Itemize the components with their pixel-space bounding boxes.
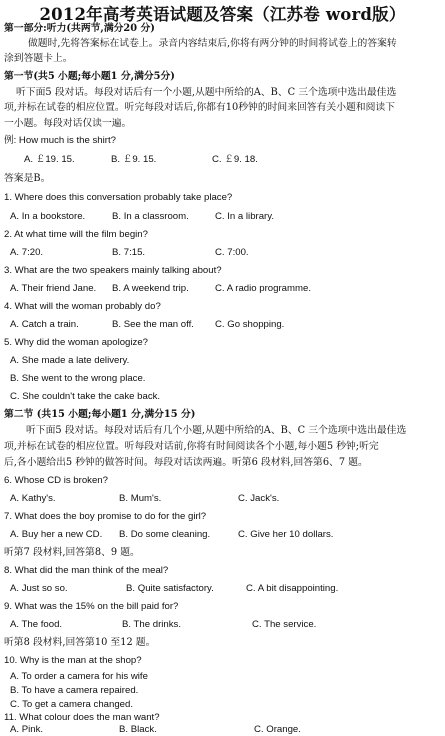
question-5: 5. Why did the woman apologize?: [4, 337, 148, 348]
q2-option-b: B. 7:15.: [112, 247, 146, 258]
question-1: 1. Where does this conversation probably take place?: [4, 192, 233, 203]
q11-option-b: B. Black.: [119, 724, 157, 735]
document-title: 2012年高考英语试题及答案（江苏卷 word版）: [39, 5, 406, 24]
q5-option-c: C. She couldn't take the cake back.: [10, 391, 161, 402]
question-9: 9. What was the 15% on the bill paid for?: [4, 601, 179, 612]
part1-intro-line2: 涂到答题卡上。: [4, 53, 73, 64]
section1-instr-line3: 一小题。每段对话仅读一遍。: [4, 118, 132, 129]
q5-option-a: A. She made a late delivery.: [10, 355, 130, 366]
question-4: 4. What will the woman probably do?: [4, 301, 161, 312]
q4-option-c: C. Go shopping.: [215, 319, 285, 330]
q9-option-b: B. The drinks.: [122, 619, 182, 630]
q7-option-c: C. Give her 10 dollars.: [238, 529, 334, 540]
question-11: 11. What colour does the man want?: [4, 712, 160, 723]
part1-intro-line1: 做题时,先将答案标在试卷上。录音内容结束后,你将有两分钟的时间将试卷上的答案转: [28, 38, 397, 49]
q8-option-a: A. Just so so.: [10, 583, 68, 594]
example-question: 例: How much is the shirt?: [4, 135, 116, 146]
question-8: 8. What did the man think of the meal?: [4, 565, 169, 576]
q4-option-b: B. See the man off.: [112, 319, 194, 330]
q2-option-a: A. 7:20.: [10, 247, 44, 258]
q2-option-c: C. 7:00.: [215, 247, 249, 258]
section2-instr-line2: 项,并标在试卷的相应位置。听每段对话前,你将有时间阅读各个小题,每小题5 秒钟;听完: [4, 441, 379, 452]
q10-option-c: C. To get a camera changed.: [10, 699, 134, 710]
example-option-a: A. ￡19. 15.: [24, 154, 75, 165]
q9-option-c: C. The service.: [252, 619, 317, 630]
question-10: 10. Why is the man at the shop?: [4, 655, 142, 666]
q6-option-a: A. Kathy's.: [10, 493, 56, 504]
q4-option-a: A. Catch a train.: [10, 319, 79, 330]
example-answer: 答案是B。: [4, 173, 51, 184]
question-3: 3. What are the two speakers mainly talking about?: [4, 265, 222, 276]
q1-option-c: C. In a library.: [215, 211, 275, 222]
q8-option-c: C. A bit disappointing.: [246, 583, 339, 594]
section2-instr-line1: 听下面5 段对话。每段对话后有几个小题,从题中所给的A、B、C 三个选项中选出最佳选: [26, 425, 407, 436]
q3-option-b: B. A weekend trip.: [112, 283, 189, 294]
q3-option-c: C. A radio programme.: [215, 283, 311, 294]
material-8-note: 听第8 段材料,回答第10 至12 题。: [4, 637, 156, 648]
q1-option-b: B. In a classroom.: [112, 211, 189, 222]
q9-option-a: A. The food.: [10, 619, 63, 630]
part1-heading: 第一部分:听力(共两节,满分20 分): [4, 23, 155, 34]
section2-instr-line3: 后,各小题给出5 秒钟的做答时间。每段对话读两遍。听第6 段材料,回答第6、7 题。: [4, 457, 368, 468]
example-option-c: C. ￡9. 18.: [212, 154, 258, 165]
example-option-b: B. ￡9. 15.: [111, 154, 157, 165]
q7-option-a: A. Buy her a new CD.: [10, 529, 103, 540]
section2-heading: 第二节 (共15 小题;每小题1 分,满分15 分): [4, 409, 196, 420]
q8-option-b: B. Quite satisfactory.: [126, 583, 214, 594]
question-7: 7. What does the boy promise to do for the girl?: [4, 511, 207, 522]
section1-instr-line2: 项,并标在试卷的相应位置。听完每段对话后,你都有10秒钟的时间来回答有关小题和阅读下: [4, 102, 395, 113]
question-6: 6. Whose CD is broken?: [4, 475, 108, 486]
q6-option-c: C. Jack's.: [238, 493, 280, 504]
q5-option-b: B. She went to the wrong place.: [10, 373, 146, 384]
q1-option-a: A. In a bookstore.: [10, 211, 86, 222]
question-2: 2. At what time will the film begin?: [4, 229, 148, 240]
q11-option-a: A. Pink.: [10, 724, 44, 735]
q10-option-a: A. To order a camera for his wife: [10, 671, 148, 682]
q11-option-c: C. Orange.: [254, 724, 301, 735]
q6-option-b: B. Mum's.: [119, 493, 162, 504]
section1-heading: 第一节(共5 小题;每小题1 分,满分5分): [4, 71, 175, 82]
q10-option-b: B. To have a camera repaired.: [10, 685, 139, 696]
q3-option-a: A. Their friend Jane.: [10, 283, 97, 294]
material-7-note: 听第7 段材料,回答第8、9 题。: [4, 547, 140, 558]
section1-instr-line1: 听下面5 段对话。每段对话后有一个小题,从题中所给的A、B、C 三个选项中选出最佳选: [16, 87, 397, 98]
q7-option-b: B. Do some cleaning.: [119, 529, 211, 540]
